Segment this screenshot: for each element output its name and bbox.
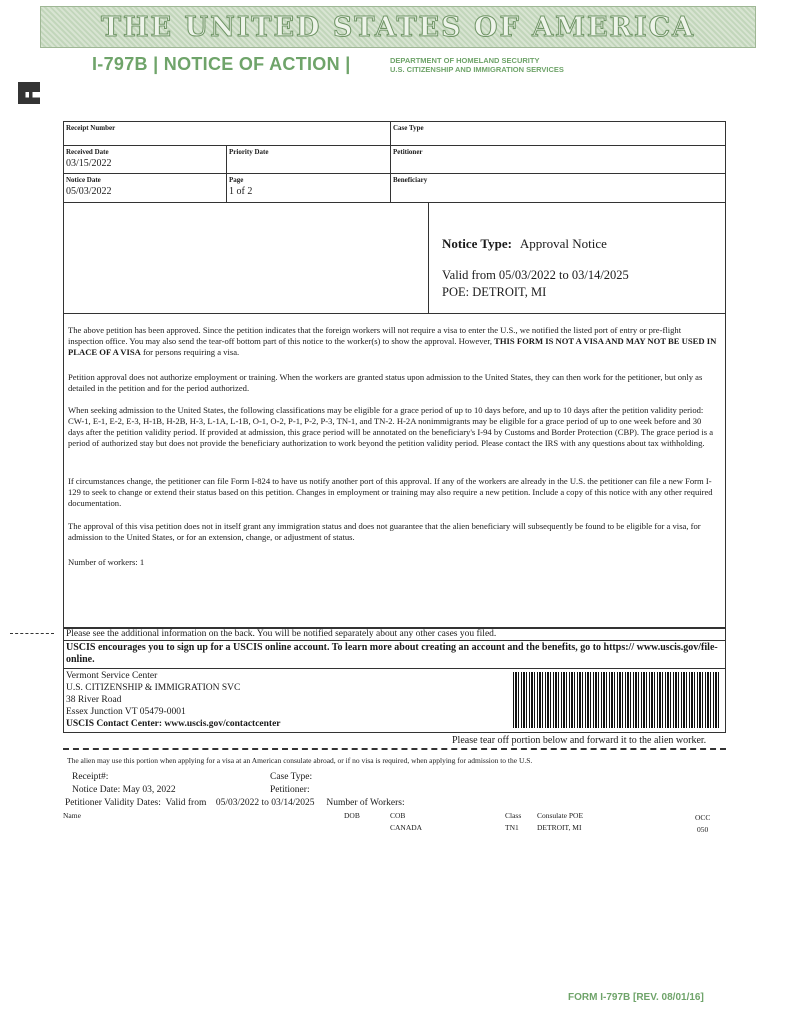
stub-receipt: Receipt#: (72, 772, 109, 782)
barcode-icon (513, 672, 721, 728)
side-dash (10, 633, 54, 634)
paragraph-approval (68, 325, 718, 358)
receipt-number-label: Receipt Number (66, 124, 116, 132)
form-banner (40, 6, 756, 48)
notice-type-label: Notice Type: (442, 236, 512, 251)
stub-petitioner: Petitioner: (270, 785, 310, 795)
form-title: I-797B | NOTICE OF ACTION | (92, 54, 351, 74)
service-center-city: Essex Junction VT 05479-0001 (66, 707, 186, 717)
received-date-label: Received Date (66, 148, 109, 156)
tear-off-instruction: Please tear off portion below and forward it to the alien worker. (452, 735, 707, 746)
stub-col-occ: OCC (695, 813, 711, 822)
stub-col-dob: DOB (344, 811, 360, 820)
case-type-cell (390, 121, 726, 146)
stub-case-type: Case Type: (270, 772, 313, 782)
received-date-cell (63, 145, 227, 174)
beneficiary-cell (390, 173, 726, 203)
service-center-street: 38 River Road (66, 695, 122, 705)
paragraph-status: The approval of this visa petition does not in itself grant any immigration status and does not guarantee that the alien beneficiary will subsequently be found to be eligible for a visa, for admission to the United States, or for an extension, change, or adjustment of status. (68, 521, 701, 542)
stub-col-class: Class (505, 811, 522, 820)
beneficiary-label: Beneficiary (393, 176, 428, 184)
paragraph-circumstances: If circumstances change, the petitioner can file Form I-824 to have us notify another port of this approval. If any of the workers are already in the U.S. the petitioner can file a new Form I-129 to seek to change or extend their status based on this petition. Changes in employment or training may also require a new petition. Include a copy of this notice with any other required documentation. (68, 476, 713, 508)
valid-dates: Valid from 05/03/2022 to 03/14/2025 (442, 268, 629, 282)
paragraph-employment: Petition approval does not authorize employment or training. When the workers are granted status upon admission to the United States, they can then work for the petitioner, but only as detailed in the petition and for the period authorized. (68, 372, 703, 393)
stub-col-name: Name (63, 811, 81, 820)
stub-intro: The alien may use this portion when applying for a visa at an American consulate abroad, or if no visa is required, when applying for admission to the U.S. (67, 756, 533, 765)
service-center-agency: U.S. CITIZENSHIP & IMMIGRATION SVC (66, 683, 241, 693)
received-date-value: 03/15/2022 (66, 158, 112, 169)
stub-cob-value: CANADA (390, 823, 423, 832)
not-a-visa-warning: THIS FORM IS NOT A VISA AND MAY NOT BE USED IN PLACE OF A VISA (68, 336, 717, 357)
paragraph-approval-text: The above petition has been approved. Since the petition indicates that the foreign workers will not require a visa to enter the U.S., we notified the listed port of entry or pre-flight inspection office. You may also send the tear-off bottom part of this notice to the worker(s) to show the approval. However, (68, 325, 682, 346)
online-account-notice: USCIS encourages you to sign up for a USCIS online account. To learn more about creating an account and the benefits, go to https:// www.uscis.gov/file-online. (63, 641, 726, 669)
notice-date-cell (63, 173, 227, 203)
contact-center: USCIS Contact Center: www.uscis.gov/contactcenter (66, 719, 281, 729)
number-of-workers: Number of workers: 1 (68, 557, 145, 567)
petitioner-label: Petitioner (393, 148, 423, 156)
additional-info-line: Please see the additional information on the back. You will be notified separately about any other cases you filed. (63, 628, 726, 641)
stub-class-value: TN1 (505, 823, 519, 832)
priority-date-label: Priority Date (229, 148, 269, 156)
petitioner-cell (390, 145, 726, 174)
page-label: Page (229, 176, 244, 184)
priority-date-cell (226, 145, 391, 174)
tear-line (63, 748, 726, 750)
stub-col-consulate: Consulate POE (537, 811, 584, 820)
stub-col-cob: COB (390, 811, 406, 820)
stub-consulate-value: DETROIT, MI (537, 823, 582, 832)
validity-block (442, 267, 629, 301)
case-type-label: Case Type (393, 124, 424, 132)
stub-occ-value: 050 (697, 825, 709, 834)
notice-date-value: 05/03/2022 (66, 186, 112, 197)
notice-type-value: Approval Notice (519, 236, 607, 251)
notice-type (442, 236, 607, 252)
form-revision-footer: FORM I-797B [REV. 08/01/16] (568, 992, 704, 1003)
dept-line-1: DEPARTMENT OF HOMELAND SECURITY (390, 56, 540, 65)
page-cell (226, 173, 391, 203)
stub-validity: Petitioner Validity Dates: Valid from 05/03/2022 to 03/14/2025 Number of Workers: (65, 798, 405, 808)
notice-date-label: Notice Date (66, 176, 101, 184)
page-value: 1 of 2 (229, 186, 253, 197)
banner-title: THE UNITED STATES OF AMERICA (100, 11, 696, 43)
service-center-name: Vermont Service Center (66, 671, 158, 681)
qr-code-icon (18, 82, 40, 104)
stub-notice-date: Notice Date: May 03, 2022 (72, 785, 176, 795)
department-name (390, 56, 564, 74)
port-of-entry: POE: DETROIT, MI (442, 285, 547, 299)
paragraph-grace-period: When seeking admission to the United States, the following classifications may be eligible for a grace period of up to 10 days before, and up to 10 days after the petition validity period: CW-1, E-1, E-2, E-3, H-1B, H-2B, H-3, L-1A, L-1B, O-1, O-2, P-1, P-2, P-3, TN-1, and TN-2. H-2A nonimmigrants may be eligible for a grace period of up to one week before and 30 days after the petition validity period. If provided at admission, this grace period will be annotated on the beneficiary's I-94 by Customs and Border Protection (CBP). The grace period is a period of authorized stay but does not provide the beneficiary authorization to work beyond the petition validity period. Please contact the IRS with any questions about tax withholding. (68, 405, 714, 448)
paragraph-approval-tail: for persons requiring a visa. (140, 347, 240, 357)
body-box (63, 313, 726, 628)
dept-line-2: U.S. CITIZENSHIP AND IMMIGRATION SERVICES (390, 65, 564, 74)
receipt-number-cell (63, 121, 391, 146)
